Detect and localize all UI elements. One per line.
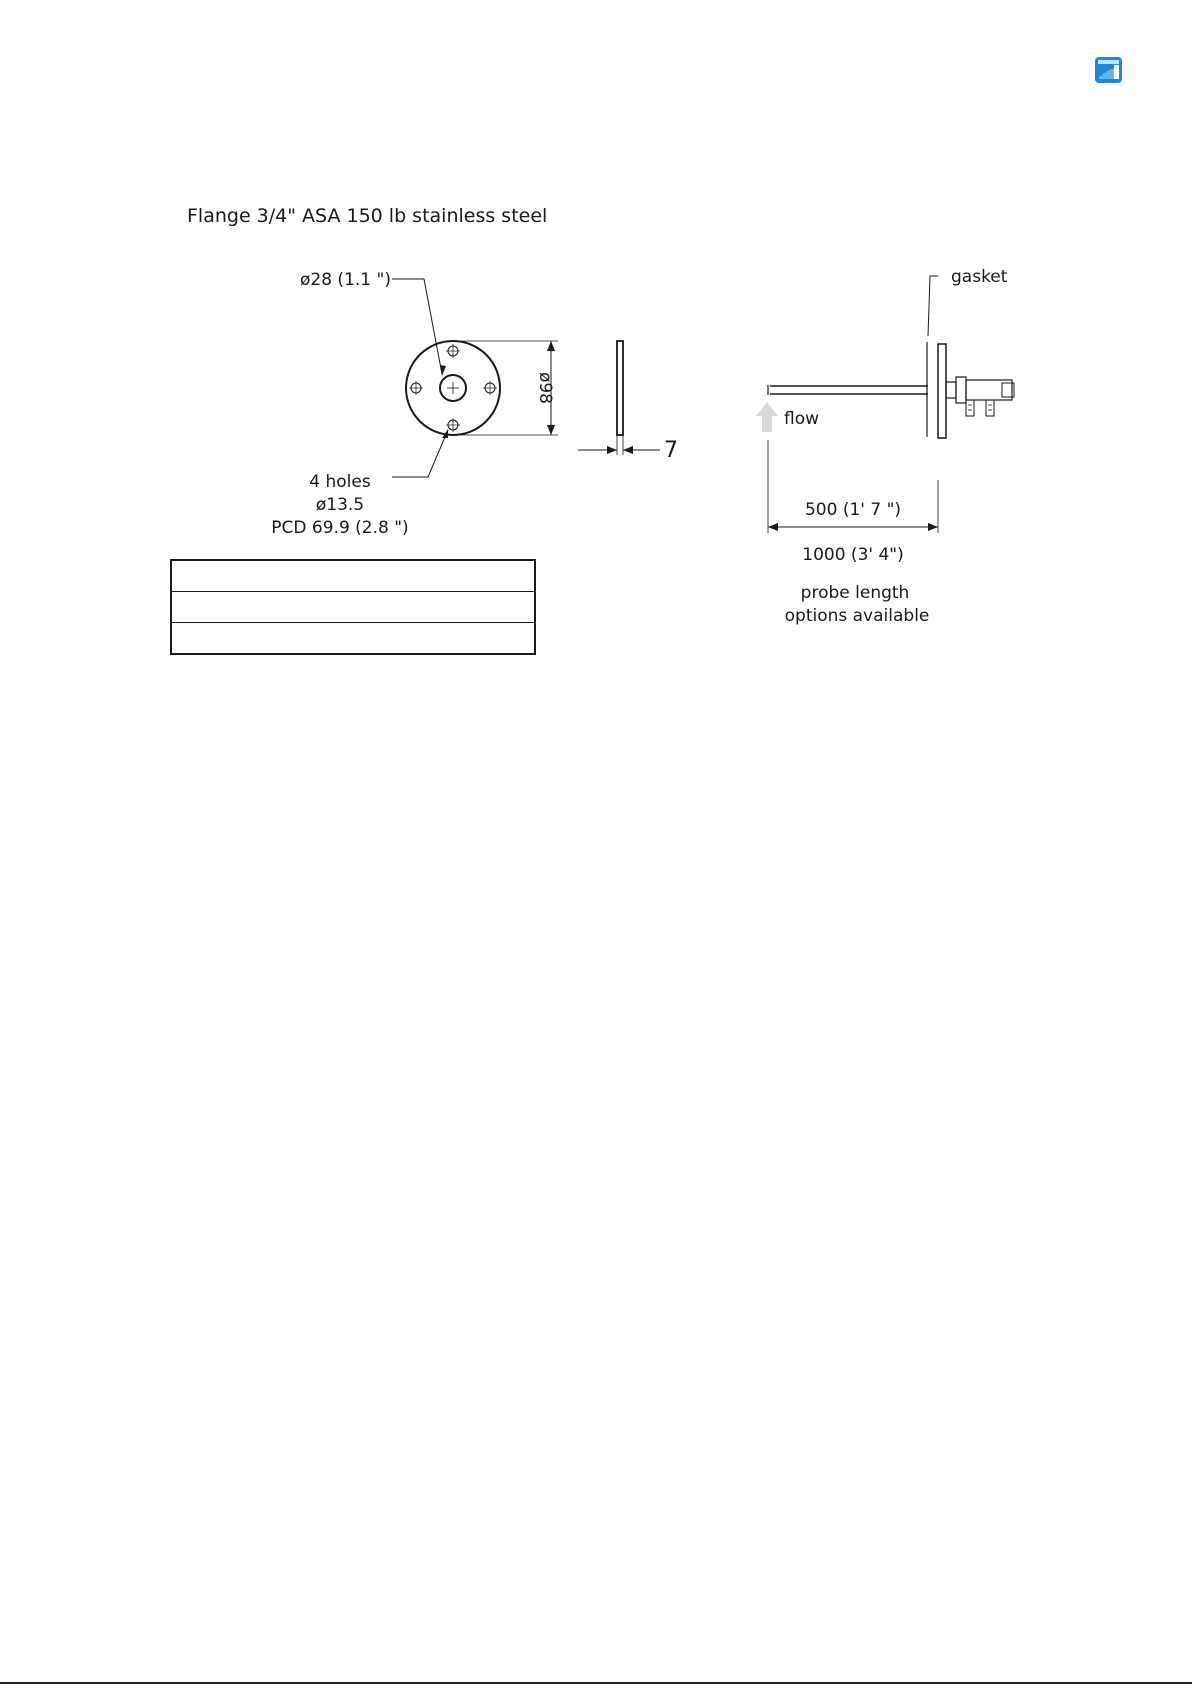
bore-label: ø28 (1.1 ") [300, 270, 391, 290]
thickness-label: 7 [664, 438, 678, 463]
flow-arrow [756, 402, 778, 432]
probe-flange [938, 344, 946, 438]
gasket-label: gasket [951, 267, 1008, 287]
length-1000-label: 1000 (3' 4") [802, 545, 904, 565]
spec-table-row [172, 623, 534, 654]
spec-table-row [172, 561, 534, 592]
pcd-label: PCD 69.9 (2.8 ") [271, 518, 409, 538]
holes-count-label: 4 holes [309, 472, 371, 492]
outer-dia-label: ø98 [535, 371, 555, 405]
spec-table-row [172, 592, 534, 623]
figure-caption: Flange 3/4" ASA 150 lb stainless steel [187, 205, 548, 227]
gasket-leader [928, 276, 938, 336]
footer-rule [0, 1682, 1192, 1684]
flow-label: flow [784, 409, 820, 429]
flange-side-view [617, 341, 623, 435]
probe-options-label: options available [784, 606, 930, 626]
spec-table [170, 559, 536, 655]
probe-length-label: probe length [800, 583, 910, 603]
holes-dia-label: ø13.5 [315, 495, 365, 515]
holes-leader [392, 430, 448, 477]
length-500-label: 500 (1' 7 ") [804, 500, 902, 520]
bore-leader [392, 279, 442, 374]
